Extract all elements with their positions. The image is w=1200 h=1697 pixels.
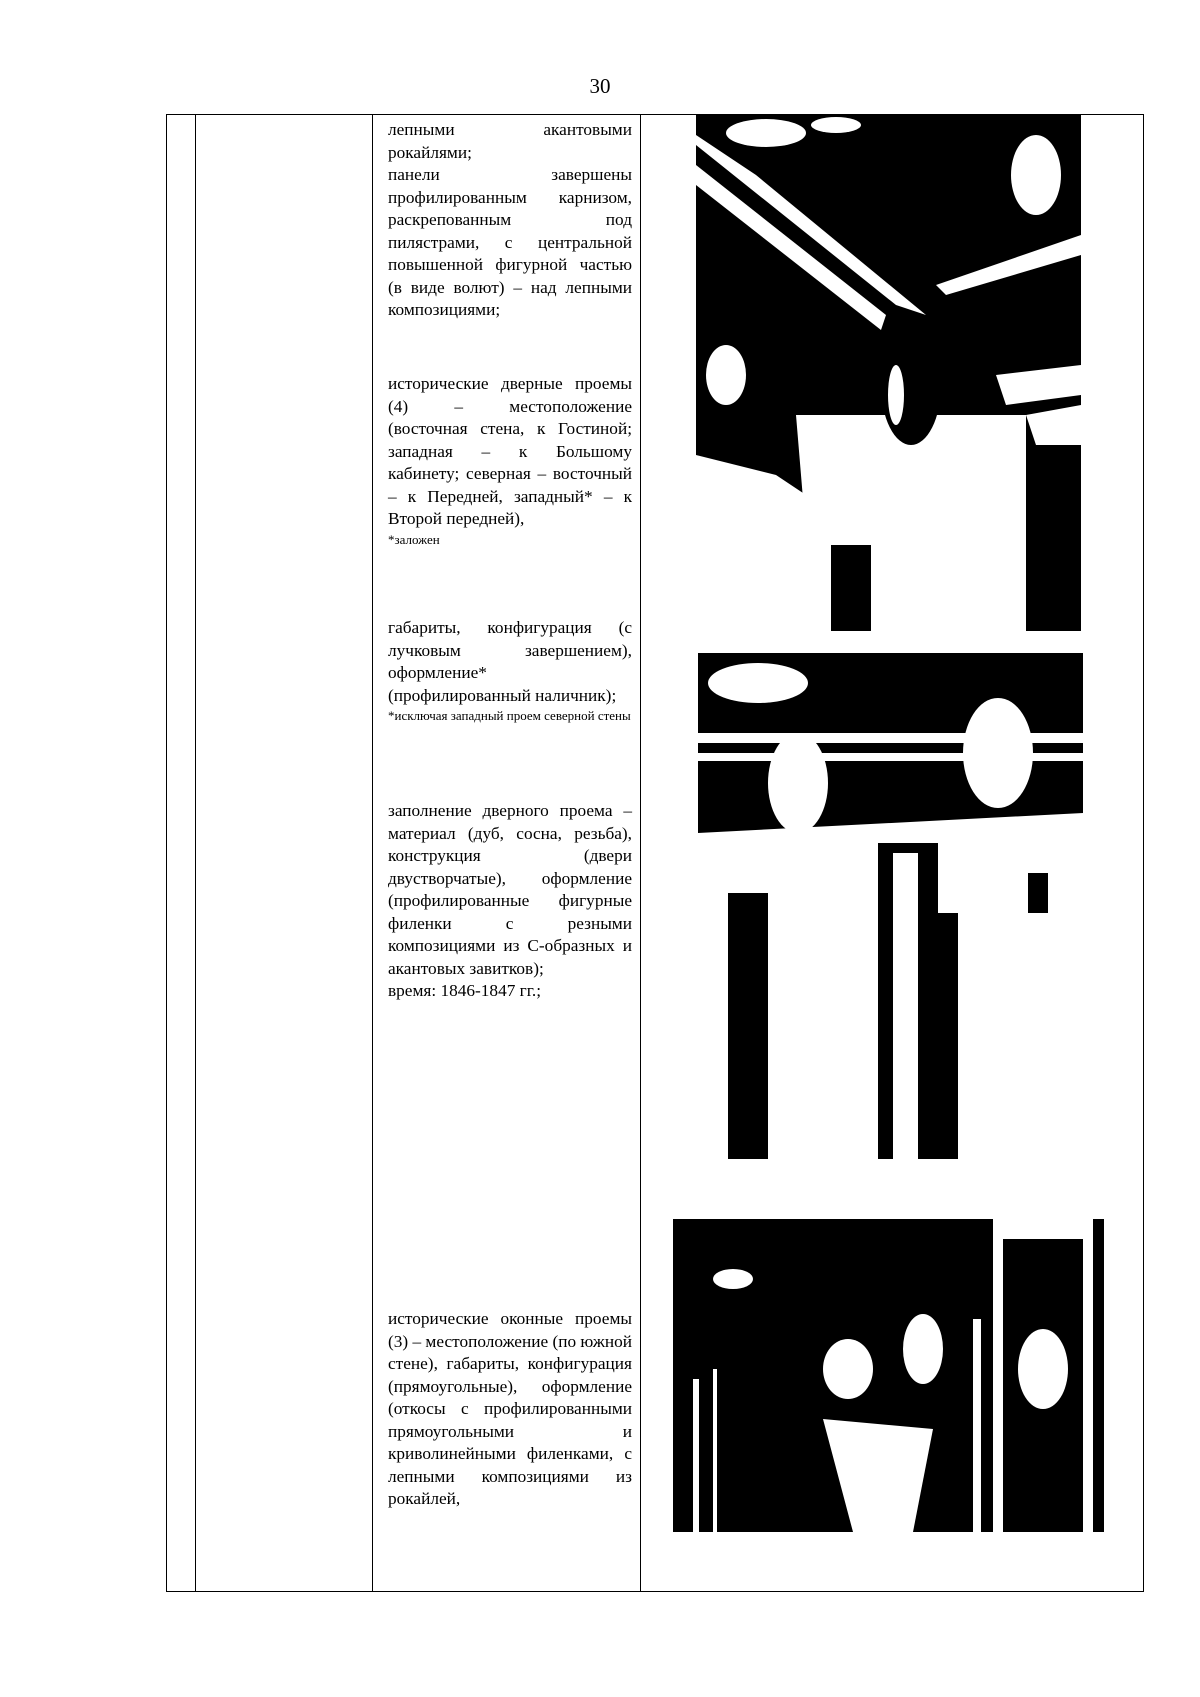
text-block-2 <box>388 373 632 548</box>
text-block-4 <box>388 800 632 1003</box>
text-block-3 <box>388 617 632 724</box>
footnote: *исключая западный проем северной стены <box>388 708 631 723</box>
document-table <box>166 114 1144 1592</box>
column-divider <box>640 115 641 1591</box>
text-block-1 <box>388 119 632 322</box>
page-number: 30 <box>589 74 611 98</box>
window-reveal-ornament-photo <box>673 1219 1104 1532</box>
column-divider <box>195 115 196 1591</box>
stucco-ceiling-corner-photo <box>696 115 1081 631</box>
stucco-ceiling-corner-image <box>696 115 1081 631</box>
column-divider <box>372 115 373 1591</box>
paragraph: панели завершены профилированным карнизом, раскрепованным под пилястрами, с центральной повышенной фигурной частью (в виде волют) – над лепными композициями; <box>388 165 632 319</box>
paragraph: заполнение дверного проема – материал (дуб, сосна, резьба), конструкция (двери двустворчатые), оформление (профилированные фигурные филенки с резными композициями из С-образных и акантовых завитков); <box>388 801 632 978</box>
window-reveal-ornament-image <box>673 1219 1104 1532</box>
paragraph: габариты, конфигурация (с лучковым завершением), оформление* (профилированный наличник); <box>388 618 632 705</box>
paragraph: исторические дверные проемы (4) – местоположение (восточная стена, к Гостиной; западная – к Большому кабинету; северная – восточный – к Передней, западный* – к Второй передней), <box>388 374 632 528</box>
caryatid-cornice-photo <box>698 653 1083 1159</box>
paragraph: время: 1846-1847 гг.; <box>388 981 542 1000</box>
caryatid-cornice-image <box>698 653 1083 1159</box>
footnote: *заложен <box>388 531 440 547</box>
paragraph: лепными акантовыми рокайлями; <box>388 120 632 162</box>
text-block-5 <box>388 1308 632 1511</box>
paragraph: исторические оконные проемы (3) – местоположение (по южной стене), габариты, конфигурация (прямоугольные), оформление (откосы с профилированными прямоугольными и криволинейными филенками, с лепными композициями из рокайлей, <box>388 1309 632 1508</box>
